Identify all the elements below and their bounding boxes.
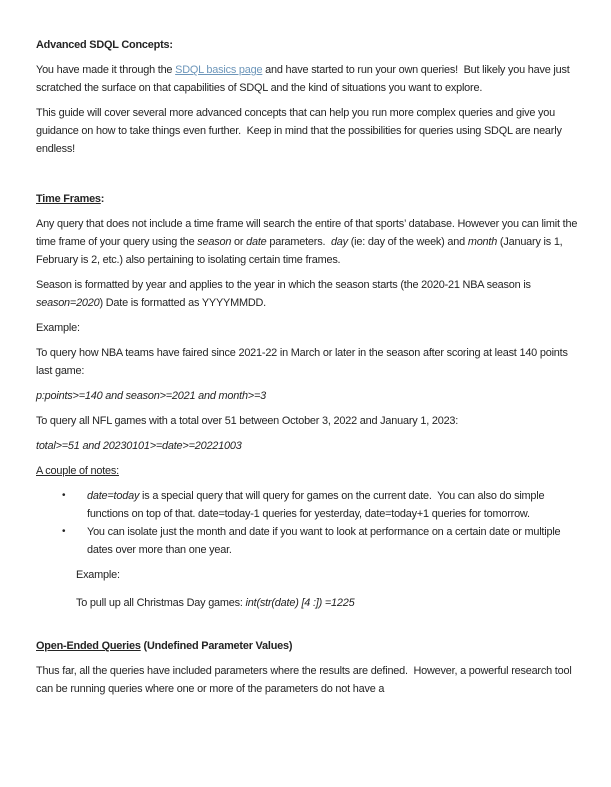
text-run: ) Date is formatted as YYYYMMDD. xyxy=(99,297,267,309)
text-run: Time Frames xyxy=(36,193,101,205)
text-run: season=2020 xyxy=(36,297,100,309)
time-frames-heading xyxy=(36,190,579,208)
text-run: date=today xyxy=(87,490,140,502)
nfl-query-intro: To query all NFL games with a total over 51 between October 3, 2022 and January 1, 2023: xyxy=(36,415,459,427)
text-run: date xyxy=(246,236,267,248)
intro-paragraph-1 xyxy=(36,61,579,97)
nba-query-intro: To query how NBA teams have faired since 2021-22 in March or later in the season after scoring at least 140 points last game: xyxy=(36,347,571,377)
text-run: month xyxy=(467,236,498,248)
doc-title: Advanced SDQL Concepts: xyxy=(36,39,173,51)
text-run: (January is 1, February is 2, etc.) also pertaining to isolating certain time frames. xyxy=(36,236,566,266)
sdql-basics-link[interactable]: SDQL basics page xyxy=(175,64,263,76)
text-run: or xyxy=(231,236,247,248)
text-run: Open-Ended Queries xyxy=(36,640,141,652)
text-run: season xyxy=(197,236,232,248)
text-run: (Undefined Parameter Values) xyxy=(140,640,293,652)
nfl-query: total>=51 and 20230101>=date>=20221003 xyxy=(36,440,242,452)
bullet-icon: • xyxy=(62,490,66,501)
example-label-2: Example: xyxy=(76,569,120,581)
example-label: Example: xyxy=(36,322,80,334)
text-run: : xyxy=(100,193,105,205)
text-run: To pull up all Christmas Day games: xyxy=(76,597,246,609)
text-run: Any query that does not include a time frame will search the entire of that sports’ database. However you can limit the time frame of your query using the xyxy=(36,218,581,248)
notes-list xyxy=(36,487,579,559)
notes-heading: A couple of notes: xyxy=(36,465,119,477)
text-run: (ie: day of the week) and xyxy=(347,236,468,248)
intro-paragraph-2: This guide will cover several more advanced concepts that can help you run more complex queries and give you guidance on how to take things even further. Keep in mind that the possibilities for queries using SDQL are nearly endless! xyxy=(36,107,565,155)
christmas-query-line xyxy=(76,594,579,612)
season-format-paragraph xyxy=(36,276,579,312)
text-run: parameters. xyxy=(266,236,331,248)
blank-line xyxy=(36,619,579,637)
text-run: is a special query that will query for games on the current date. You can also do simple functions on top of that. date=today-1 queries for yesterday, date=today+1 queries for tomorrow. xyxy=(87,490,548,520)
open-ended-heading xyxy=(36,637,579,655)
text-run: Season is formatted by year and applies to the year in which the season starts (the 2020-21 NBA season is xyxy=(36,279,534,291)
text-run: int(str(date) [4 :]) =1225 xyxy=(245,597,355,609)
nba-query: p:points>=140 and season>=2021 and month>=3 xyxy=(36,390,266,402)
open-ended-paragraph: Thus far, all the queries have included parameters where the results are defined. However, a powerful research tool can be running queries where one or more of the parameters do not have a xyxy=(36,665,575,695)
text-run: You can isolate just the month and date if you want to look at performance on a certain date or multiple dates over more than one year. xyxy=(87,526,564,556)
time-frames-paragraph xyxy=(36,215,579,269)
bullet-icon: • xyxy=(62,526,66,537)
blank-line xyxy=(36,165,579,190)
text-run: day xyxy=(330,236,348,248)
note-item-date-today xyxy=(36,487,579,523)
note-item-isolate xyxy=(36,523,579,559)
text-run: and have started to run your own queries! But likely you have just scratched the surface on that capabilities of SDQL and the kind of situations you want to explore. xyxy=(36,64,573,94)
text-run: You have made it through the xyxy=(36,64,176,76)
